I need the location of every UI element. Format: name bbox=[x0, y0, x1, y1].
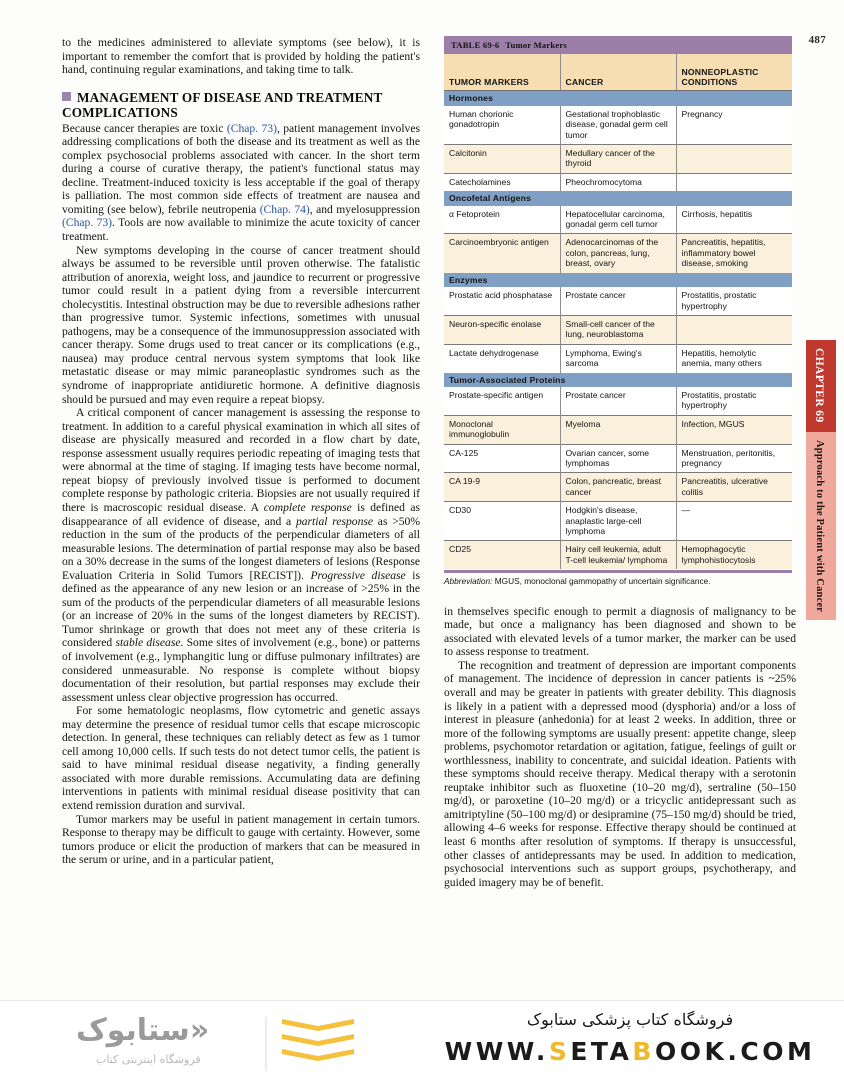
table-row bbox=[444, 106, 792, 145]
paragraph: Tumor markers may be useful in patient management in certain tumors. Response to therapy may be difficult to gauge with certainty. However, some tumors produce or elicit the production of markers that can be measured in the serum or urine, and in a particular patient, bbox=[62, 812, 420, 867]
table-cell-nonneoplastic: Menstruation, peritonitis, pregnancy bbox=[676, 444, 792, 473]
url-part: OOK.COM bbox=[654, 1037, 816, 1066]
table-cell-marker: Catecholamines bbox=[444, 173, 560, 191]
table-cell-nonneoplastic: Pancreatitis, hepatitis, inflammatory bowel disease, smoking bbox=[676, 234, 792, 273]
chevron-icon bbox=[282, 1019, 354, 1031]
table-group-header-row bbox=[444, 191, 792, 205]
table-group-header-row bbox=[444, 273, 792, 287]
table-cell-cancer: Hepatocellular carcinoma, gonadal germ cell tumor bbox=[560, 206, 676, 234]
setabook-logo bbox=[72, 1011, 372, 1073]
table-cell-nonneoplastic: Pancreatitis, ulcerative colitis bbox=[676, 473, 792, 502]
table-cell-cancer: Myeloma bbox=[560, 415, 676, 444]
url-part: ETA bbox=[570, 1037, 633, 1066]
paragraph: in themselves specific enough to permit a diagnosis of malignancy to be made, but once a malignancy has been diagnosed and shown to be associated with elevated levels of a tumor marker, the marker can be used to assess response to treatment. bbox=[444, 604, 796, 659]
bullet-square-icon bbox=[62, 92, 71, 101]
table-cell-cancer: Hodgkin's disease, anaplastic large-cell lymphoma bbox=[560, 502, 676, 541]
text-run: as >50% reduction in the sum of the products of the perpendicular diameters of all measurable lesions. The determination of partial response may also be based on a 30% decrease in the sums of the longest diameters of lesions (Response Evaluation Criteria in Solid Tumors [RECIST]). bbox=[62, 514, 420, 582]
chapter-tab-number: CHAPTER 69 bbox=[813, 348, 825, 423]
table-cell-cancer: Hairy cell leukemia, adult T-cell leukemia/ lymphoma bbox=[560, 541, 676, 569]
chevron-icon bbox=[282, 1034, 354, 1046]
chevron-stack-icon bbox=[282, 1019, 360, 1071]
table-row bbox=[444, 541, 792, 569]
chevron-icon bbox=[282, 1049, 354, 1061]
logo-subtitle: فروشگاه اینترنتی کتاب bbox=[96, 1053, 201, 1066]
table-cell-nonneoplastic: Prostatitis, prostatic hypertrophy bbox=[676, 287, 792, 315]
table-cell-cancer: Adenocarcinomas of the colon, pancreas, lung, breast, ovary bbox=[560, 234, 676, 273]
column-header-tumor-markers: TUMOR MARKERS bbox=[444, 54, 560, 91]
paragraph bbox=[62, 406, 420, 704]
right-body-text bbox=[444, 605, 796, 889]
logo-divider bbox=[265, 1017, 267, 1071]
table-number: TABLE 69-6 bbox=[451, 40, 500, 50]
table-head bbox=[444, 36, 792, 91]
table-row bbox=[444, 344, 792, 372]
paragraph: The recognition and treatment of depression are important components of management. The incidence of depression in cancer patients is ~25% overall and may be greater in patients with greater debility. This diagnosis is likely in a patient with a depressed mood (dysphoria) and/or a loss of interest in pleasure (anhedonia) for at least 2 weeks. In addition, three or more of the following symptoms are usually present: appetite change, sleep problems, psychomotor retardation or agitation, fatigue, feelings of guilt or worthlessness, inability to concentrate, and suicidal ideation. Patients with these symptoms should receive therapy. Medical therapy with a serotonin reuptake inhibitor such as fluoxetine (10–20 mg/d), sertraline (50–150 mg/d), or paroxetine (10–20 mg/d) or a tricyclic antidepressant such as amitriptyline (50–100 mg/d) or desipramine (75–150 mg/d) should be tried, allowing 4–6 weeks for response. Effective therapy should be continued at least 6 months after resolution of symptoms. If therapy is unsuccessful, other classes of antidepressants may be used. In addition to medication, psychosocial interventions such as support groups, psychotherapy, and guided imagery may be of benefit. bbox=[444, 658, 796, 889]
footer-watermark-banner bbox=[0, 1000, 844, 1081]
table-row bbox=[444, 444, 792, 473]
table-footnote bbox=[444, 573, 792, 587]
table-cell-cancer: Small-cell cancer of the lung, neuroblastoma bbox=[560, 315, 676, 344]
text-run: A critical component of cancer management is assessing the response to treatment. In addition to a careful physical examination in which all sites of disease are physically measured and recorded in a flow chart by date, response assessment usually requires periodic repeating of imaging tests that were abnormal at the time of staging. If imaging tests have become normal, repeat biopsy of previously involved tissue is performed to document complete response by pathologic criteria. Biopsies are not usually required if there is macroscopic residual disease. A bbox=[62, 406, 420, 514]
emphasis-term: partial response bbox=[295, 514, 374, 528]
paragraph bbox=[62, 122, 420, 244]
table-cell-marker: Prostatic acid phosphatase bbox=[444, 287, 560, 315]
text-run: is defined as disappearance of all evidence of disease, and a bbox=[62, 500, 420, 528]
text-run: is defined as the appearance of any new lesion or an increase of >25% in the sum of the products of the perpendicular diameters of all measurable lesions (or an increase of 20% in the sums of the longest diameters by RECIST). Tumor shrinkage or growth that does not meet any of these criteria is considered bbox=[62, 568, 420, 650]
table-row bbox=[444, 387, 792, 415]
url-part: B bbox=[632, 1037, 655, 1066]
table-cell-marker: Neuron-specific enolase bbox=[444, 315, 560, 344]
table-row bbox=[444, 145, 792, 174]
url-part: WWW. bbox=[444, 1037, 549, 1066]
table-cell-marker: Calcitonin bbox=[444, 145, 560, 174]
chapter-thumb-tab bbox=[806, 340, 836, 620]
column-header-nonneoplastic-conditions: NONNEOPLASTIC CONDITIONS bbox=[676, 54, 792, 91]
table-title-label: Tumor Markers bbox=[505, 40, 567, 50]
table-cell-marker: CD25 bbox=[444, 541, 560, 569]
table-cell-nonneoplastic: Hepatitis, hemolytic anemia, many others bbox=[676, 344, 792, 372]
emphasis-term: stable disease bbox=[115, 636, 181, 650]
chapter-reference-link[interactable]: (Chap. 73) bbox=[62, 216, 113, 230]
page-number: 487 bbox=[808, 34, 826, 46]
emphasis-term: Progressive disease bbox=[310, 568, 406, 582]
table-cell-marker: Prostate-specific antigen bbox=[444, 387, 560, 415]
table-cell-marker: Human chorionic gonadotropin bbox=[444, 106, 560, 145]
table-cell-cancer: Pheochromocytoma bbox=[560, 173, 676, 191]
emphasis-term: complete response bbox=[263, 500, 352, 514]
url-part: S bbox=[548, 1037, 571, 1066]
table-cell-nonneoplastic: Infection, MGUS bbox=[676, 415, 792, 444]
table-cell-nonneoplastic: Pregnancy bbox=[676, 106, 792, 145]
footer-right-block bbox=[430, 1009, 830, 1066]
table-cell-cancer: Colon, pancreatic, breast cancer bbox=[560, 473, 676, 502]
section-heading bbox=[62, 90, 420, 120]
footer-url[interactable] bbox=[430, 1037, 830, 1066]
table-row bbox=[444, 173, 792, 191]
table-cell-nonneoplastic bbox=[676, 145, 792, 174]
table-cell-marker: Carcinoembryonic antigen bbox=[444, 234, 560, 273]
table-cell-nonneoplastic: Cirrhosis, hepatitis bbox=[676, 206, 792, 234]
table-body bbox=[444, 91, 792, 569]
table-group-label: Enzymes bbox=[444, 273, 792, 287]
paragraph: For some hematologic neoplasms, flow cytometric and genetic assays may determine the presence of residual tumor cells that escape microscopic detection. In general, these techniques can reliably detect as few as 1 tumor cell among 10,000 cells. If such tests do not detect tumor cells, the patient is said to have minimal residual disease negativity, a finding generally associated with more durable remissions. Accumulating data are defining interventions in patients with minimal residual disease positivity that can extend remission duration and survival. bbox=[62, 704, 420, 812]
table-cell-nonneoplastic bbox=[676, 315, 792, 344]
table-row bbox=[444, 234, 792, 273]
table-cell-marker: CD30 bbox=[444, 502, 560, 541]
table-cell-marker: CA 19-9 bbox=[444, 473, 560, 502]
text-run: Because cancer therapies are toxic bbox=[62, 121, 227, 135]
text-run: , patient management involves addressing complications of both the disease and its treatment as well as the complex psychosocial problems associated with cancer. In the short term during a course of curative therapy, the patient's functional status may decline. Treatment-induced toxicity is less acceptable if the goal of therapy is palliation. The most common side effects of treatment are nausea and vomiting (see below), febrile neutropenia bbox=[62, 121, 420, 216]
table-row bbox=[444, 206, 792, 234]
paragraph: New symptoms developing in the course of cancer treatment should always be assumed to be reversible until proven otherwise. The fatalistic attribution of anorexia, weight loss, and jaundice to recurrent or progressive tumor could result in a patient dying from a reversible intercurrent cholecystitis. Intestinal obstruction may be due to reversible adhesions rather than progressive tumor. Systemic infections, sometimes with unusual pathogens, may be a consequence of the immunosuppression associated with cancer therapy. Some drugs used to treat cancer or its complications (e.g., nausea) may produce central nervous system symptoms that look like metastatic disease or may mimic paraneoplastic syndromes such as the syndrome of inappropriate antidiuretic hormone. A definitive diagnosis should be pursued and may even require a repeat biopsy. bbox=[62, 243, 420, 406]
table-cell-nonneoplastic: Hemophagocytic lymphohistiocytosis bbox=[676, 541, 792, 569]
table-cell-cancer: Prostate cancer bbox=[560, 287, 676, 315]
table-cell-marker: Lactate dehydrogenase bbox=[444, 344, 560, 372]
table-cell-cancer: Prostate cancer bbox=[560, 387, 676, 415]
table-group-label: Hormones bbox=[444, 91, 792, 106]
left-text-column bbox=[62, 36, 420, 867]
text-run: . Some sites of involvement (e.g., bone) or patterns of involvement (e.g., lymphangitic lung or diffuse pulmonary infiltrates) are considered unmeasurable. No response is complete without biopsy documentation of their resolution, but partial responses may exclude their assessment unless clear objective progression has occurred. bbox=[62, 636, 420, 704]
paragraph: to the medicines administered to alleviate symptoms (see below), it is important to remember the comfort that is provided by holding the patient's hand, continuing regular examinations, and taking time to talk. bbox=[62, 36, 420, 77]
table-cell-nonneoplastic: — bbox=[676, 502, 792, 541]
chapter-reference-link[interactable]: (Chap. 74) bbox=[259, 202, 310, 216]
table-title bbox=[444, 36, 792, 54]
footnote-label: Abbreviation: bbox=[444, 575, 493, 586]
chapter-reference-link[interactable]: (Chap. 73) bbox=[226, 121, 277, 135]
logo-wordmark: «ستابوک bbox=[76, 1013, 210, 1048]
table-group-label: Oncofetal Antigens bbox=[444, 191, 792, 205]
text-run: , and myelosuppression bbox=[309, 202, 420, 216]
tumor-markers-table bbox=[444, 36, 792, 569]
section-heading-label: MANAGEMENT OF DISEASE AND TREATMENT COMPLICATIONS bbox=[62, 89, 383, 120]
logo-wordmark-text: ستابوک bbox=[76, 1013, 190, 1048]
right-text-column bbox=[444, 36, 796, 889]
table-group-header-row bbox=[444, 91, 792, 106]
table-cell-cancer: Medullary cancer of the thyroid bbox=[560, 145, 676, 174]
table-title-row bbox=[444, 36, 792, 54]
table-cell-marker: α Fetoprotein bbox=[444, 206, 560, 234]
table-column-header-row bbox=[444, 54, 792, 91]
table-cell-cancer: Lymphoma, Ewing's sarcoma bbox=[560, 344, 676, 372]
table-cell-marker: Monoclonal immunoglobulin bbox=[444, 415, 560, 444]
chapter-tab-title: Approach to the Patient with Cancer bbox=[814, 440, 825, 613]
table-row bbox=[444, 473, 792, 502]
footnote-text: MGUS, monoclonal gammopathy of uncertain significance. bbox=[492, 575, 711, 586]
table-group-header-row bbox=[444, 373, 792, 387]
footer-tagline: فروشگاه کتاب پزشکی ستابوک bbox=[526, 1010, 734, 1029]
table-row bbox=[444, 287, 792, 315]
text-run: . Tools are now available to minimize the acute toxicity of cancer treatment. bbox=[62, 216, 420, 244]
table-cell-nonneoplastic bbox=[676, 173, 792, 191]
column-header-cancer: CANCER bbox=[560, 54, 676, 91]
table-cell-cancer: Gestational trophoblastic disease, gonadal germ cell tumor bbox=[560, 106, 676, 145]
table-group-label: Tumor-Associated Proteins bbox=[444, 373, 792, 387]
table-row bbox=[444, 315, 792, 344]
table-cell-cancer: Ovarian cancer, some lymphomas bbox=[560, 444, 676, 473]
table-cell-nonneoplastic: Prostatitis, prostatic hypertrophy bbox=[676, 387, 792, 415]
table-cell-marker: CA-125 bbox=[444, 444, 560, 473]
table-row bbox=[444, 502, 792, 541]
table-row bbox=[444, 415, 792, 444]
